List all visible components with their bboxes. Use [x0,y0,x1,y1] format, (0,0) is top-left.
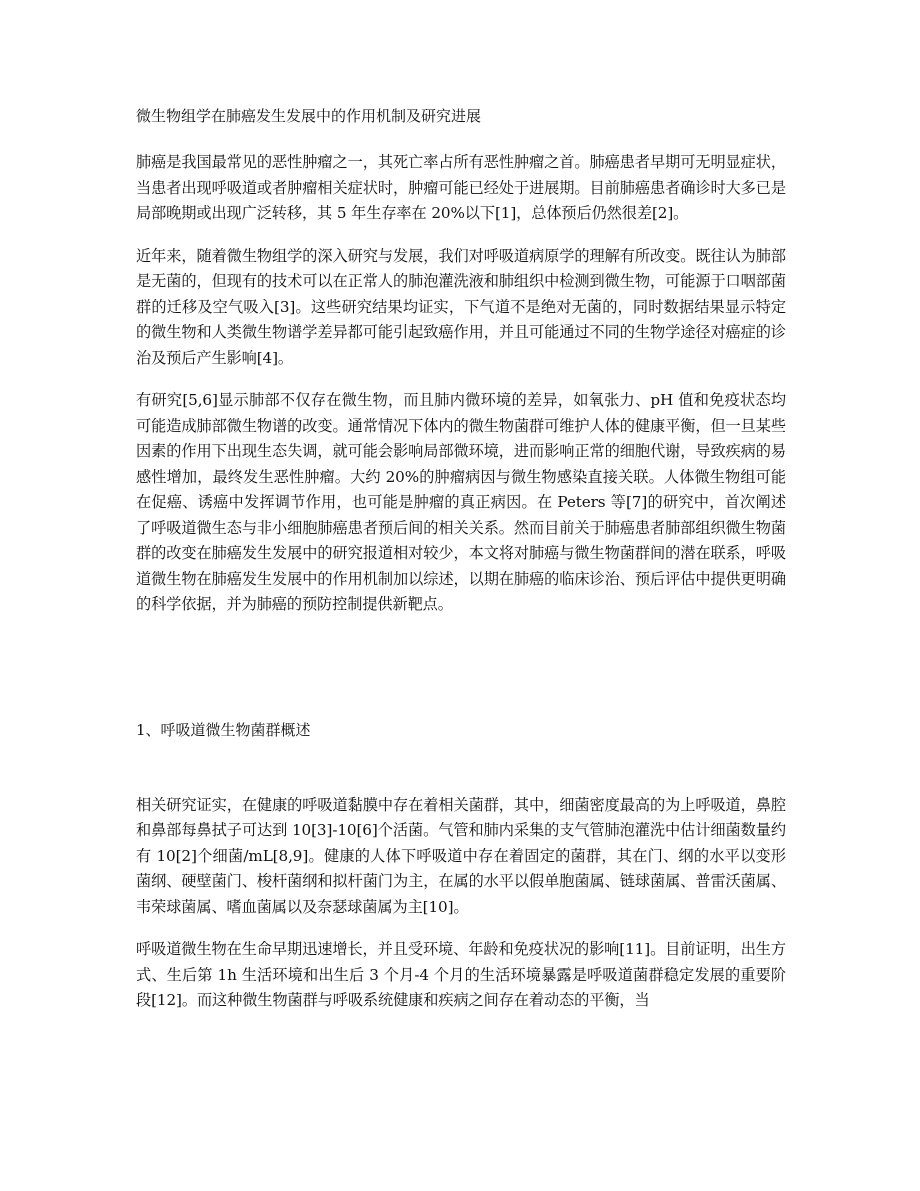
section-paragraph-2: 呼吸道微生物在生命早期迅速增长，并且受环境、年龄和免疫状况的影响[11]。目前证明，出生方式、生后第 1h 生活环境和出生后 3 个月-4 个月的生活环境暴露是呼吸道菌群稳定发展的重要阶段[12]。而这种微生物菌群与呼吸系统健康和疾病之间存在着动态的平衡，当 [136,940,786,1009]
intro-paragraph-2: 近年来，随着微生物组学的深入研究与发展，我们对呼吸道病原学的理解有所改变。既往认为肺部是无菌的，但现有的技术可以在正常人的肺泡灌洗液和肺组织中检测到微生物，可能源于口咽部菌群的迁移及空气吸入[3]。这些研究结果均证实，下气道不是绝对无菌的，同时数据结果显示特定的微生物和人类微生物谱学差异都可能引起致癌作用，并且可能通过不同的生物学途径对癌症的诊治及预后产生影响[4]。 [136,246,786,367]
intro-paragraph-3: 有研究[5,6]显示肺部不仅存在微生物，而且肺内微环境的差异，如氧张力、pH 值和免疫状态均可能造成肺部微生物谱的改变。通常情况下体内的微生物菌群可维护人体的健康平衡，但一旦某些因素的作用下出现生态失调，就可能会影响局部微环境，进而影响正常的细胞代谢，导致疾病的易感性增加，最终发生恶性肿瘤。大约 20%的肿瘤病因与微生物感染直接关联。人体微生物组可能在促癌、诱癌中发挥调节作用，也可能是肿瘤的真正病因。在 Peters 等[7]的研究中，首次阐述了呼吸道微生态与非小细胞肺癌患者预后间的相关关系。然而目前关于肺癌患者肺部组织微生物菌群的改变在肺癌发生发展中的研究报道相对较少，本文将对肺癌与微生物菌群间的潜在联系，呼吸道微生物在肺癌发生发展中的作用机制加以综述，以期在肺癌的临床诊治、预后评估中提供更明确的科学依据，并为肺癌的预防控制提供新靶点。 [136,391,786,613]
section-heading: 1、呼吸道微生物菌群概述 [136,720,311,739]
intro-paragraph-1: 肺癌是我国最常见的恶性肿瘤之一，其死亡率占所有恶性肿瘤之首。肺癌患者早期可无明显症状，当患者出现呼吸道或者肿瘤相关症状时，肿瘤可能已经处于进展期。目前肺癌患者确诊时大多已是局部晚期或出现广泛转移，其 5 年生存率在 20%以下[1]，总体预后仍然很差[2]。 [136,153,786,222]
section-paragraph-1: 相关研究证实，在健康的呼吸道黏膜中存在着相关菌群，其中，细菌密度最高的为上呼吸道，鼻腔和鼻部每鼻拭子可达到 10[3]-10[6]个活菌。气管和肺内采集的支气管肺泡灌洗中估计细菌数量约有 10[2]个细菌/mL[8,9]。健康的人体下呼吸道中存在着固定的菌群，其在门、纲的水平以变形菌纲、硬壁菌门、梭杆菌纲和拟杆菌门为主，在属的水平以假单胞菌属、链球菌属、普雷沃菌属、韦荣球菌属、嗜血菌属以及奈瑟球菌属为主[10]。 [136,795,786,916]
document-page [136,104,786,1031]
document-title: 微生物组学在肺癌发生发展中的作用机制及研究进展 [136,107,482,125]
